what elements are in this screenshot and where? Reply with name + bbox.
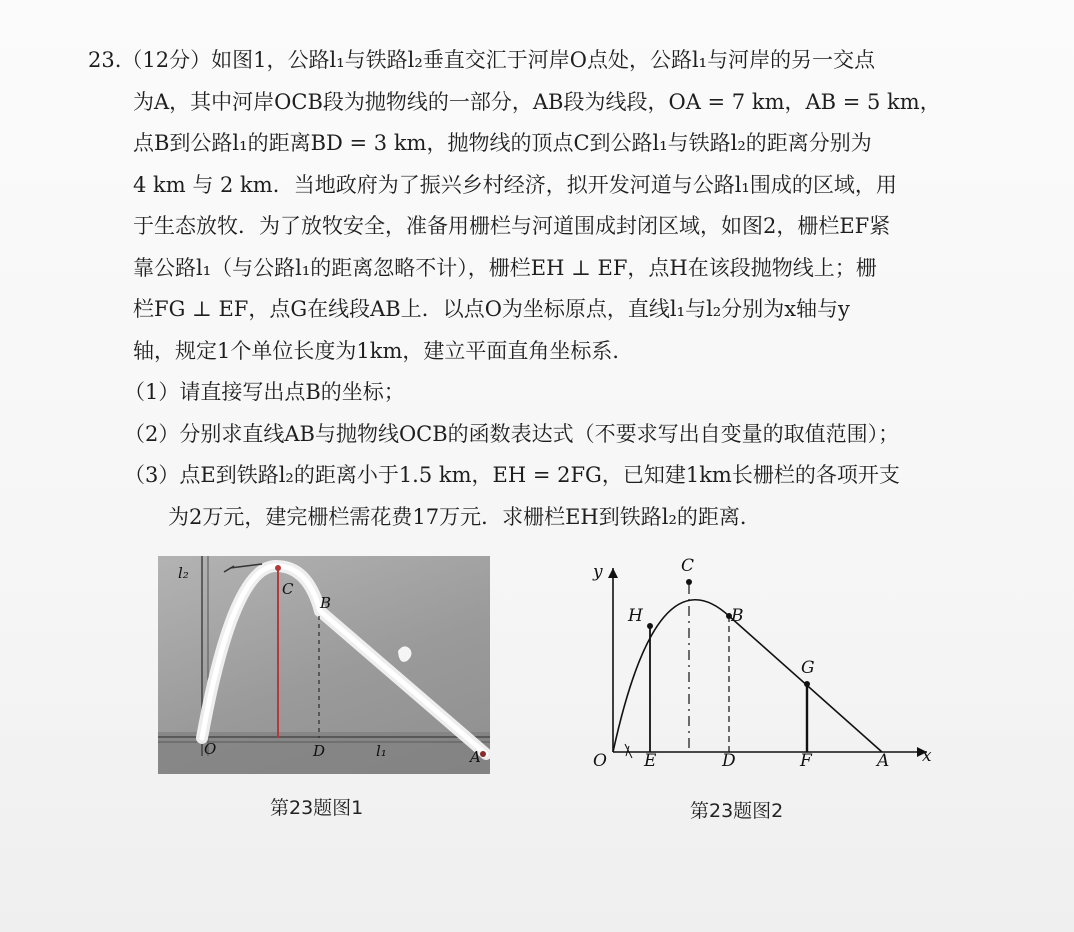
fig1-label-B: B	[320, 594, 332, 612]
problem-line-3: 点B到公路l₁的距离BD = 3 km，抛物线的顶点C到公路l₁与铁路l₂的距离分别为	[133, 131, 872, 155]
fig2-label-y: y	[593, 562, 603, 582]
fig2-label-E: E	[644, 751, 657, 771]
fig2-label-x: x	[922, 746, 932, 766]
fig1-label-l1: l₁	[376, 742, 387, 760]
fig1-label-l2: l₂	[178, 564, 189, 582]
figure-1-photo	[158, 556, 490, 774]
figure-2-caption: 第23题图2	[690, 800, 784, 822]
problem-23	[88, 40, 988, 538]
fig2-label-A: A	[877, 751, 890, 771]
figure-1-caption: 第23题图1	[270, 797, 364, 819]
problem-line-6: 靠公路l₁（与公路l₁的距离忽略不计），栅栏EH ⊥ EF，点H在该段抛物线上；栅	[133, 255, 877, 280]
y-axis-arrow-icon	[608, 568, 618, 578]
problem-line-1: 23.（12分）如图1，公路l₁与铁路l₂垂直交汇于河岸O点处，公路l₁与河岸的另一交点	[88, 48, 876, 72]
problem-line-8: 轴，规定1个单位长度为1km，建立平面直角坐标系．	[133, 338, 634, 363]
fig2-label-O: O	[593, 751, 607, 771]
fig2-label-D: D	[722, 751, 736, 771]
problem-line-4: 4 km 与 2 km．当地政府为了振兴乡村经济，拟开发河道与公路l₁围成的区域，用	[133, 172, 897, 197]
fig1-label-A: A	[470, 748, 481, 766]
fig1-label-O: O	[204, 740, 217, 758]
fig1-label-C: C	[282, 580, 294, 598]
fig2-label-G: G	[801, 658, 815, 678]
problem-line-5: 于生态放牧．为了放牧安全，准备用栅栏与河道围成封闭区域，如图2，栅栏EF紧	[133, 214, 891, 238]
problem-line-2: 为A，其中河岸OCB段为抛物线的一部分，AB段为线段，OA = 7 km，AB = 5 km，	[133, 89, 941, 114]
question-3-line-2: 为2万元，建完栅栏需花费17万元．求栅栏EH到铁路l₂的距离．	[168, 504, 761, 529]
figure-2-drawing	[585, 556, 940, 781]
fig1-label-D: D	[313, 742, 326, 760]
question-2: （2）分别求直线AB与抛物线OCB的函数表达式（不要求写出自变量的取值范围）；	[124, 421, 900, 446]
problem-line-7: 栏FG ⊥ EF，点G在线段AB上．以点O为坐标原点，直线l₁与l₂分别为x轴与y	[133, 297, 850, 321]
fig2-label-F: F	[800, 751, 812, 771]
question-1: （1）请直接写出点B的坐标；	[124, 380, 405, 404]
fig2-label-B: B	[731, 606, 744, 626]
question-3-line-1: （3）点E到铁路l₂的距离小于1.5 km，EH = 2FG，已知建1km长栅栏的各项开支	[124, 463, 900, 487]
fig2-label-C: C	[681, 556, 695, 576]
fig2-label-H: H	[628, 606, 643, 626]
figure-2-diagram	[585, 556, 940, 781]
